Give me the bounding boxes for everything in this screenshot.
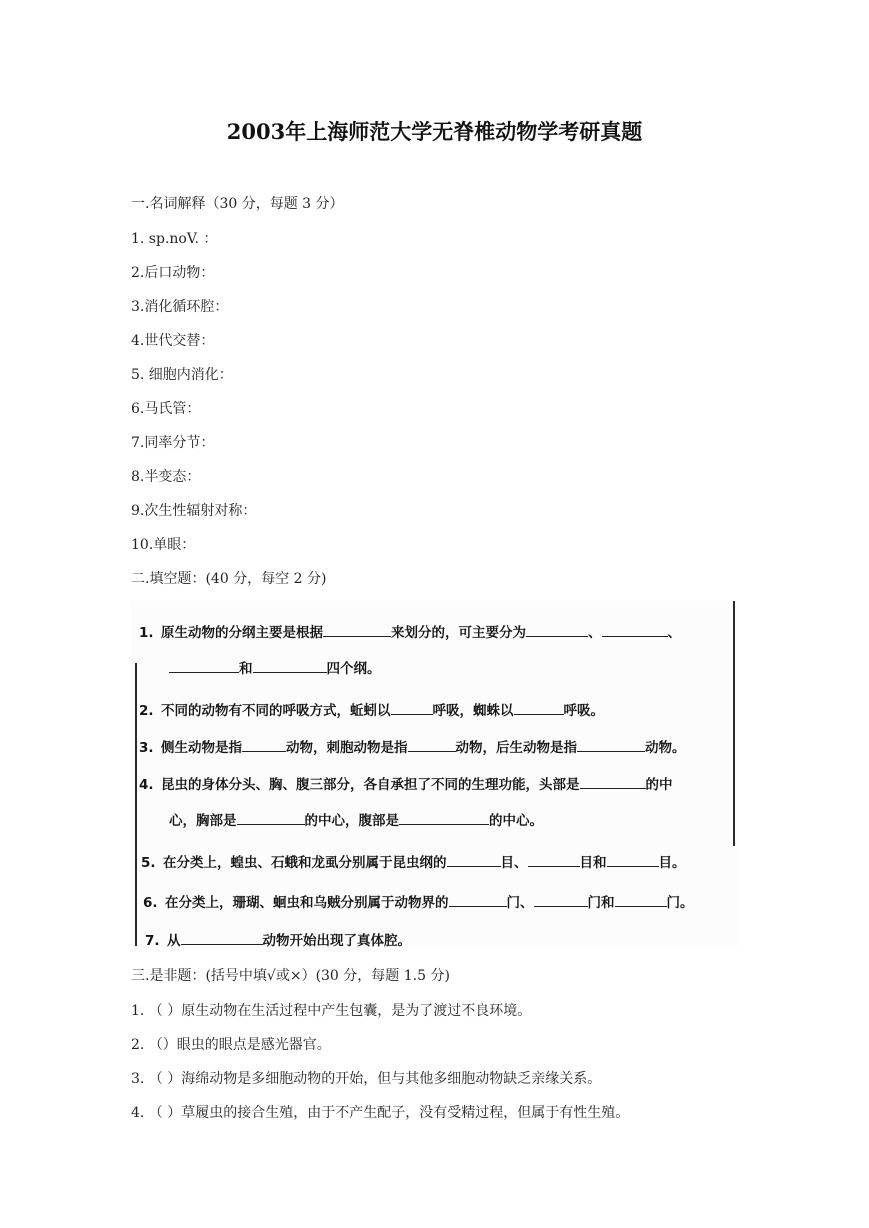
fill-question-7: 7. 从 动物开始出现了真体腔。 (145, 929, 411, 949)
section1-header: 一.名词解释（30 分，每题 3 分） (131, 196, 344, 212)
true-false-item: 4. （ ）草履虫的接合生殖，由于不产生配子，没有受精过程，但属于有性生殖。 (131, 1105, 630, 1121)
page-title: 2003年上海师范大学无脊椎动物学考研真题 (226, 119, 643, 144)
term-item: 10.单眼： (131, 537, 196, 553)
answer-blank[interactable] (514, 700, 564, 715)
answer-blank[interactable] (534, 892, 588, 907)
answer-blank[interactable] (181, 930, 263, 945)
answer-blank[interactable] (237, 810, 305, 825)
answer-blank[interactable] (615, 892, 667, 907)
term-item: 8.半变态： (131, 469, 201, 485)
answer-blank[interactable] (253, 658, 327, 673)
answer-blank[interactable] (391, 700, 433, 715)
term-item: 1. sp.noV. ： (131, 231, 218, 247)
section3-header: 三.是非题：(括号中填√或×）(30 分，每题 1.5 分) (131, 968, 450, 984)
answer-blank[interactable] (408, 737, 456, 752)
answer-blank[interactable] (607, 852, 659, 867)
answer-blank[interactable] (528, 852, 580, 867)
answer-blank[interactable] (323, 622, 391, 637)
scanned-fill-in-questions (131, 601, 737, 948)
true-false-item: 3. （ ）海绵动物是多细胞动物的开始，但与其他多细胞动物缺乏亲缘关系。 (131, 1071, 602, 1087)
term-item: 7.同率分节： (131, 435, 215, 451)
true-false-item: 2. （）眼虫的眼点是感光器官。 (131, 1037, 331, 1053)
term-item: 5. 细胞内消化： (131, 367, 233, 383)
fill-question-4-cont: 心，胸部是 的中心，腹部是 的中心。 (169, 809, 543, 829)
term-item: 3.消化循环腔： (131, 299, 229, 315)
answer-blank[interactable] (242, 737, 286, 752)
term-item: 6.马氏管： (131, 401, 201, 417)
term-item: 2.后口动物： (131, 265, 215, 281)
section2-header: 二.填空题：(40 分，每空 2 分) (131, 571, 327, 587)
scan-border-left (135, 663, 137, 946)
answer-blank[interactable] (449, 892, 507, 907)
scan-border-right (733, 601, 735, 846)
fill-question-1: 1. 原生动物的分纲主要是根据 来划分的，可主要分为 、 、 (139, 621, 681, 641)
fill-question-4: 4. 昆虫的身体分头、胸、腹三部分，各自承担了不同的生理功能，头部是 的中 (139, 773, 673, 793)
fill-question-3: 3. 侧生动物是指 动物，刺胞动物是指 动物，后生动物是指 动物。 (139, 736, 686, 756)
true-false-item: 1. （ ）原生动物在生活过程中产生包囊，是为了渡过不良环境。 (131, 1003, 532, 1019)
answer-blank[interactable] (577, 737, 645, 752)
term-item: 9.次生性辐射对称： (131, 503, 257, 519)
fill-question-2: 2. 不同的动物有不同的呼吸方式，蚯蚓以 呼吸，蜘蛛以 呼吸。 (139, 699, 604, 719)
fill-question-5: 5. 在分类上，蝗虫、石蛾和龙虱分别属于昆虫纲的 目、 目和 目。 (141, 851, 686, 871)
answer-blank[interactable] (399, 810, 489, 825)
answer-blank[interactable] (580, 774, 646, 789)
fill-question-1-cont: 和 四个纲。 (169, 657, 381, 677)
answer-blank[interactable] (447, 852, 501, 867)
answer-blank[interactable] (602, 622, 668, 637)
fill-question-6: 6. 在分类上，珊瑚、蛔虫和乌贼分别属于动物界的 门、 门和 门。 (143, 891, 694, 911)
term-item: 4.世代交替： (131, 333, 215, 349)
answer-blank[interactable] (526, 622, 588, 637)
answer-blank[interactable] (169, 658, 239, 673)
